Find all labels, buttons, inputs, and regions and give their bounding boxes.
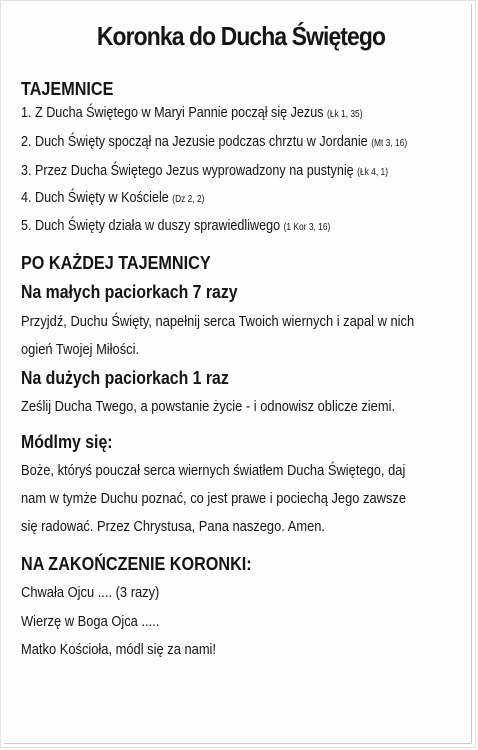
mystery-item-5 (21, 217, 330, 234)
ending-line: Wierzę w Boga Ojca ..... (21, 613, 160, 630)
mystery-text: 3. Przez Ducha Świętego Jezus wyprowadzony na pustynię (21, 162, 354, 179)
small-beads-prayer-line: ogień Twojej Miłości. (21, 341, 140, 358)
scripture-reference: (Łk 1, 35) (327, 109, 363, 120)
small-beads-heading: Na małych paciorkach 7 razy (21, 282, 238, 302)
prayer-heading: Módlmy się: (21, 432, 113, 452)
after-each-mystery-heading: PO KAŻDEJ TAJEMNICY (21, 253, 211, 273)
mystery-text: 4. Duch Święty w Kościele (21, 189, 169, 206)
large-beads-heading: Na dużych paciorkach 1 raz (21, 368, 229, 388)
page-title: Koronka do Ducha Świętego (96, 21, 386, 51)
scripture-reference: (Dz 2, 2) (172, 194, 205, 205)
mystery-text: 5. Duch Święty działa w duszy sprawiedliwego (21, 217, 281, 234)
mysteries-heading: TAJEMNICE (21, 79, 114, 99)
card-frame-right (471, 4, 472, 744)
card-frame-bottom (4, 743, 472, 744)
scripture-reference: (Mt 3, 16) (371, 138, 408, 149)
ending-line: Chwała Ojcu .... (3 razy) (21, 584, 160, 601)
mystery-item-2 (21, 133, 407, 150)
mystery-item-4 (21, 189, 204, 206)
prayer-line: Boże, któryś pouczał serca wiernych światłem Ducha Świętego, daj (21, 462, 406, 479)
ending-heading: NA ZAKOŃCZENIE KORONKI: (21, 554, 252, 574)
mystery-text: 2. Duch Święty spoczął na Jezusie podczas chrztu w Jordanie (21, 133, 368, 150)
mystery-item-1 (21, 104, 363, 121)
scripture-reference: (1 Kor 3, 16) (283, 222, 331, 233)
scripture-reference: (Łk 4, 1) (357, 167, 389, 178)
small-beads-prayer-line: Przyjdź, Duchu Święty, napełnij serca Twoich wiernych i zapal w nich (21, 313, 415, 330)
mystery-item-3 (21, 162, 388, 179)
mystery-text: 1. Z Ducha Świętego w Maryi Pannie począł się Jezus (21, 104, 324, 121)
prayer-line: nam w tymże Duchu poznać, co jest prawe i pociechą Jego zawsze (21, 490, 407, 507)
large-beads-prayer-line: Ześlij Ducha Twego, a powstanie życie - i odnowisz oblicze ziemi. (21, 398, 396, 415)
ending-line: Matko Kościoła, módl się za nami! (21, 641, 217, 658)
prayer-line: się radować. Przez Chrystusa, Pana naszego. Amen. (21, 518, 326, 535)
